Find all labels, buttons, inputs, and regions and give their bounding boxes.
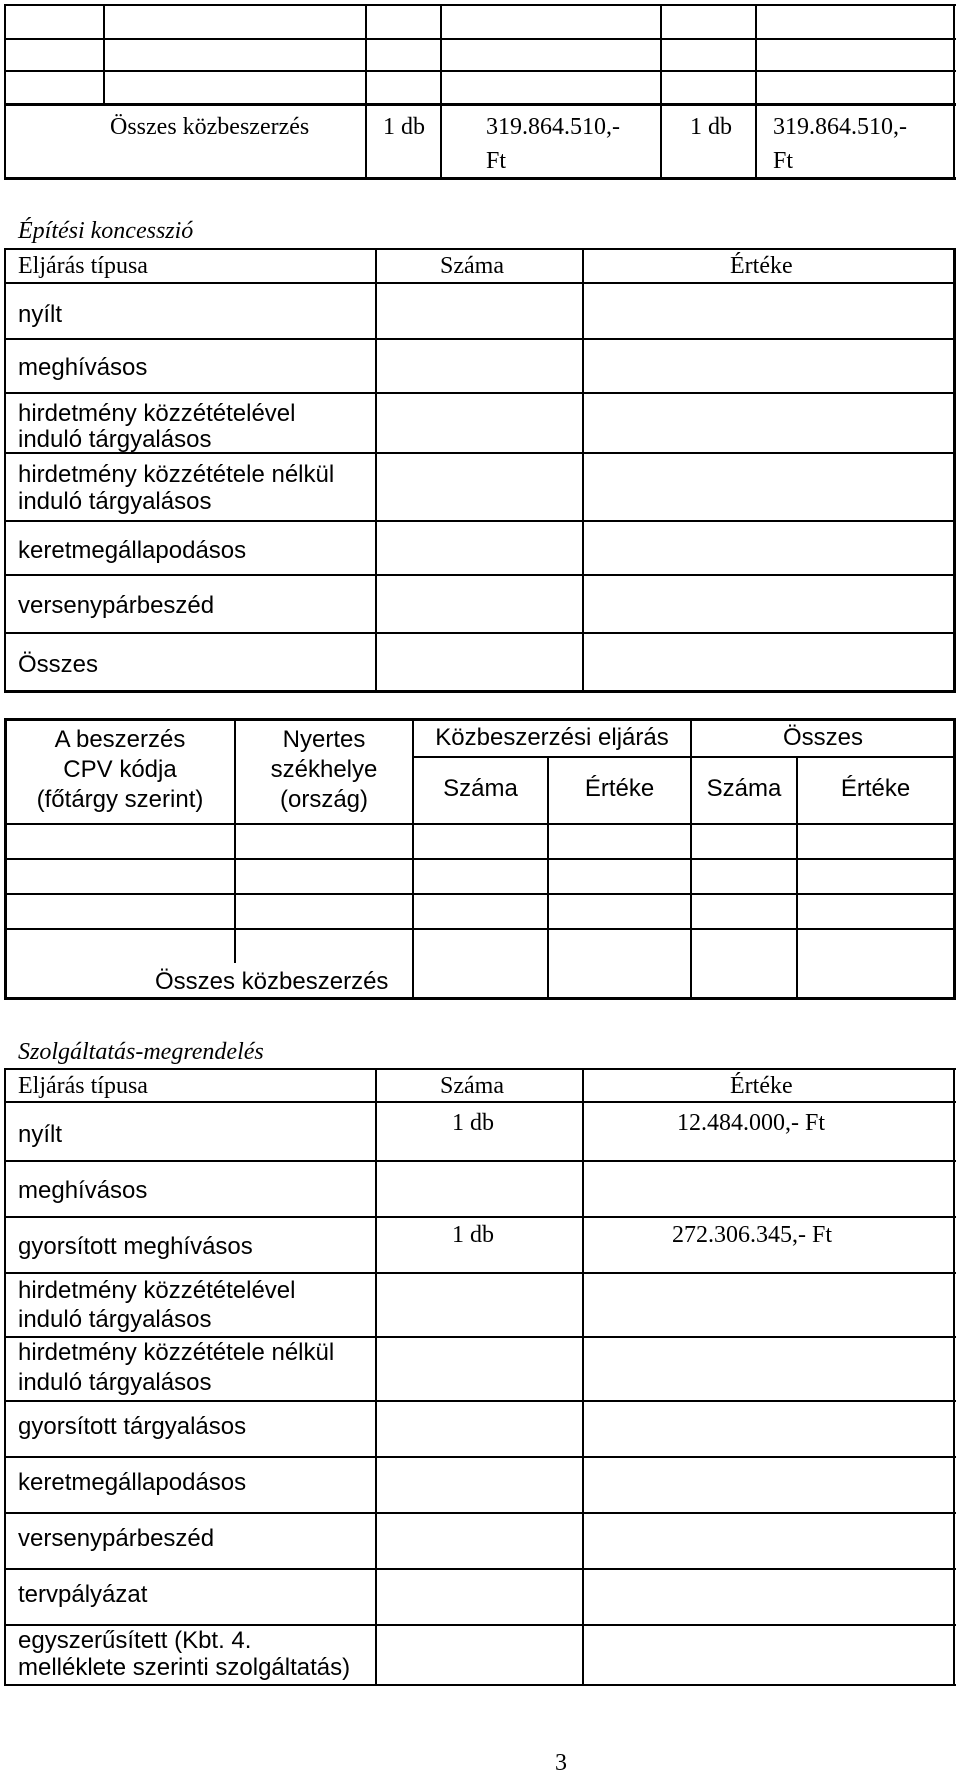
service-title: Szolgáltatás-megrendelés bbox=[18, 1039, 264, 1065]
cpv-total-label: Összes közbeszerzés bbox=[155, 968, 389, 995]
cpv-group-procedure: Közbeszerzési eljárás bbox=[435, 724, 669, 751]
concession-total-label: Összes bbox=[18, 651, 99, 678]
count-2: 1 db bbox=[690, 114, 732, 140]
concession-row-label: nyílt bbox=[18, 301, 63, 328]
concession-row-label: keretmegállapodásos bbox=[18, 537, 247, 564]
concession-header-type: Eljárás típusa bbox=[18, 253, 148, 279]
count-1: 1 db bbox=[383, 114, 425, 140]
concession-row-label: hirdetmény közzétételével bbox=[18, 400, 296, 427]
service-row-label: egyszerűsített (Kbt. 4. bbox=[18, 1627, 252, 1654]
total-label: Összes közbeszerzés bbox=[110, 114, 310, 140]
cpv-col1-line3: (főtárgy szerint) bbox=[36, 786, 204, 813]
cpv-col1-line2: CPV kódja bbox=[63, 756, 177, 783]
service-row-label: versenypárbeszéd bbox=[18, 1525, 215, 1552]
cpv-col1-line1: A beszerzés bbox=[54, 726, 186, 753]
service-header-count: Száma bbox=[440, 1073, 504, 1099]
cpv-sub-value: Értéke bbox=[584, 775, 655, 802]
service-header-value: Értéke bbox=[730, 1073, 793, 1099]
service-row-label: tervpályázat bbox=[18, 1581, 148, 1608]
value-2-line1: 319.864.510,- bbox=[773, 114, 907, 140]
service-row-label: nyílt bbox=[18, 1121, 63, 1148]
cpv-sub-count: Száma bbox=[443, 775, 518, 802]
value-1-line1: 319.864.510,- bbox=[486, 114, 620, 140]
concession-row-label-2: induló tárgyalásos bbox=[18, 488, 212, 515]
service-row-label: gyorsított tárgyalásos bbox=[18, 1413, 247, 1440]
page-number: 3 bbox=[555, 1750, 567, 1776]
service-row-label-2: induló tárgyalásos bbox=[18, 1369, 212, 1396]
cpv-group-total: Összes bbox=[782, 724, 863, 751]
cpv-col2-line1: Nyertes bbox=[282, 726, 366, 753]
concession-row-label: meghívásos bbox=[18, 354, 148, 381]
concession-header-count: Száma bbox=[440, 253, 504, 279]
cpv-sub-count: Száma bbox=[706, 775, 782, 802]
service-row-value: 12.484.000,- Ft bbox=[677, 1110, 826, 1136]
concession-row-label: versenypárbeszéd bbox=[18, 592, 215, 619]
value-2-line2: Ft bbox=[773, 148, 794, 174]
service-header-type: Eljárás típusa bbox=[18, 1073, 148, 1099]
service-row-label: meghívásos bbox=[18, 1177, 148, 1204]
concession-row-label: hirdetmény közzététele nélkül bbox=[18, 461, 335, 488]
cpv-col2-line3: (ország) bbox=[279, 786, 369, 813]
service-row-label-2: melléklete szerinti szolgáltatás) bbox=[18, 1654, 351, 1681]
service-row-label: gyorsított meghívásos bbox=[18, 1233, 253, 1260]
value-1-line2: Ft bbox=[486, 148, 507, 174]
service-row-count: 1 db bbox=[452, 1222, 494, 1248]
concession-header-value: Értéke bbox=[730, 253, 793, 279]
concession-title: Építési koncesszió bbox=[18, 218, 194, 244]
service-row-value: 272.306.345,- Ft bbox=[672, 1222, 833, 1248]
cpv-sub-value: Értéke bbox=[840, 775, 911, 802]
service-row-label: hirdetmény közzétételével bbox=[18, 1277, 296, 1304]
concession-row-label-2: induló tárgyalásos bbox=[18, 426, 212, 453]
service-row-label-2: induló tárgyalásos bbox=[18, 1306, 212, 1333]
cpv-col2-line2: székhelye bbox=[270, 756, 378, 783]
service-row-count: 1 db bbox=[452, 1110, 494, 1136]
service-row-label: keretmegállapodásos bbox=[18, 1469, 247, 1496]
service-row-label: hirdetmény közzététele nélkül bbox=[18, 1339, 335, 1366]
